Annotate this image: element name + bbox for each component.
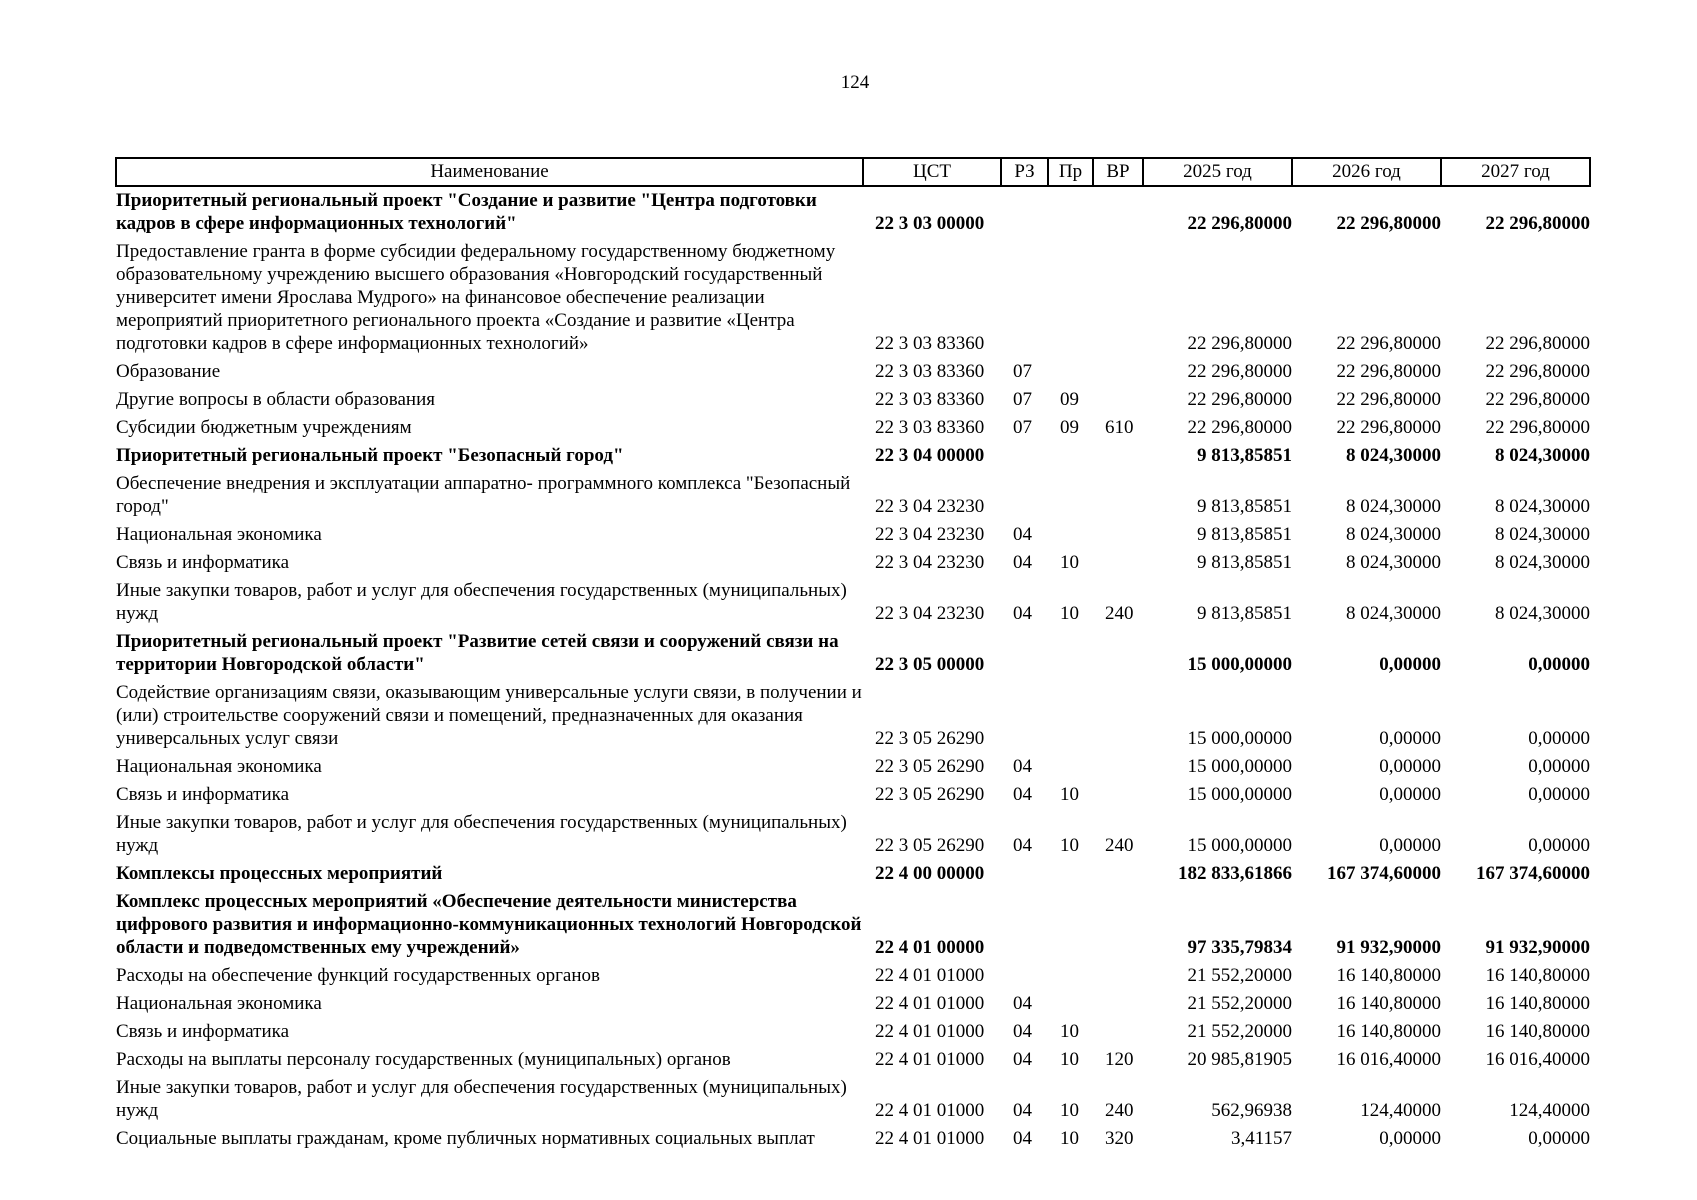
row-name: Иные закупки товаров, работ и услуг для обеспечения государственных (муниципальных) нужд xyxy=(116,580,847,624)
row-2026: 8 024,30000 xyxy=(1346,552,1441,573)
row-2026: 91 932,90000 xyxy=(1336,937,1441,958)
table-row xyxy=(116,809,1590,860)
row-2025: 15 000,00000 xyxy=(1187,784,1292,805)
table-row xyxy=(116,577,1590,628)
row-vr xyxy=(1093,962,1143,990)
row-rz: 04 xyxy=(1013,1100,1032,1121)
row-name: Предоставление гранта в форме субсидии федеральному государственному бюджетному образовательному учреждению высшего образования «Новгородский государственный университет имени Ярослава Мудрого» на финансовое обеспечение реализации мероприятий приоритетного регионального проекта «Создание и развитие «Центра подготовки кадров в сфере информационных технологий» xyxy=(116,241,836,354)
row-rz: 04 xyxy=(1013,1128,1032,1149)
row-pr: 10 xyxy=(1060,784,1079,805)
table-row xyxy=(116,470,1590,521)
row-2027: 8 024,30000 xyxy=(1495,445,1590,466)
row-pr: 09 xyxy=(1060,417,1079,438)
table-row xyxy=(116,549,1590,577)
row-vr xyxy=(1093,990,1143,1018)
row-pr xyxy=(1048,628,1093,679)
row-pr xyxy=(1048,888,1093,962)
row-2025: 22 296,80000 xyxy=(1187,333,1292,354)
row-2027: 22 296,80000 xyxy=(1485,417,1590,438)
row-cst: 22 3 03 83360 xyxy=(875,389,985,410)
table-row xyxy=(116,521,1590,549)
row-2026: 0,00000 xyxy=(1379,784,1441,805)
row-rz: 04 xyxy=(1013,993,1032,1014)
row-vr: 240 xyxy=(1105,1100,1134,1121)
row-2027: 0,00000 xyxy=(1528,728,1590,749)
row-vr xyxy=(1093,679,1143,753)
row-2025: 15 000,00000 xyxy=(1187,654,1292,675)
header-2027: 2027 год xyxy=(1441,158,1590,186)
row-rz xyxy=(1001,238,1048,358)
row-2027: 22 296,80000 xyxy=(1485,389,1590,410)
row-2025: 22 296,80000 xyxy=(1187,361,1292,382)
row-name: Национальная экономика xyxy=(116,524,322,545)
row-cst: 22 4 01 00000 xyxy=(875,937,985,958)
row-name: Национальная экономика xyxy=(116,756,322,777)
row-name: Связь и информатика xyxy=(116,784,290,805)
row-2027: 91 932,90000 xyxy=(1485,937,1590,958)
row-2026: 22 296,80000 xyxy=(1336,389,1441,410)
row-rz xyxy=(1001,470,1048,521)
row-2026: 0,00000 xyxy=(1379,835,1441,856)
row-2025: 97 335,79834 xyxy=(1187,937,1292,958)
row-2027: 16 016,40000 xyxy=(1485,1049,1590,1070)
row-2026: 8 024,30000 xyxy=(1346,496,1441,517)
table-row xyxy=(116,1074,1590,1125)
table-row xyxy=(116,414,1590,442)
row-name: Социальные выплаты гражданам, кроме публичных нормативных социальных выплат xyxy=(116,1128,815,1149)
row-vr: 120 xyxy=(1105,1049,1134,1070)
row-cst: 22 3 05 26290 xyxy=(875,728,985,749)
row-2027: 22 296,80000 xyxy=(1485,333,1590,354)
table-row xyxy=(116,386,1590,414)
row-rz: 04 xyxy=(1013,603,1032,624)
row-pr xyxy=(1048,358,1093,386)
table-row xyxy=(116,888,1590,962)
table-row xyxy=(116,1125,1590,1153)
row-vr xyxy=(1093,470,1143,521)
row-2025: 3,41157 xyxy=(1230,1128,1292,1149)
row-pr xyxy=(1048,962,1093,990)
row-rz: 04 xyxy=(1013,784,1032,805)
row-name: Приоритетный региональный проект "Развитие сетей связи и сооружений связи на территории Новгородской области" xyxy=(116,631,839,675)
row-2025: 21 552,20000 xyxy=(1187,965,1292,986)
row-vr xyxy=(1093,888,1143,962)
row-rz: 04 xyxy=(1013,552,1032,573)
row-name: Национальная экономика xyxy=(116,993,322,1014)
row-name: Иные закупки товаров, работ и услуг для обеспечения государственных (муниципальных) нужд xyxy=(116,812,847,856)
row-2026: 16 140,80000 xyxy=(1336,993,1441,1014)
row-2027: 0,00000 xyxy=(1528,835,1590,856)
row-2025: 9 813,85851 xyxy=(1197,552,1292,573)
row-2027: 0,00000 xyxy=(1528,654,1590,675)
row-name: Приоритетный региональный проект "Безопасный город" xyxy=(116,445,624,466)
row-pr: 10 xyxy=(1060,1021,1079,1042)
row-vr: 610 xyxy=(1105,417,1134,438)
row-2025: 22 296,80000 xyxy=(1187,417,1292,438)
row-cst: 22 3 03 83360 xyxy=(875,333,985,354)
row-2026: 22 296,80000 xyxy=(1336,213,1441,234)
row-cst: 22 3 04 23230 xyxy=(875,603,985,624)
row-rz xyxy=(1001,442,1048,470)
row-2025: 22 296,80000 xyxy=(1187,213,1292,234)
row-rz: 04 xyxy=(1013,756,1032,777)
row-name: Связь и информатика xyxy=(116,1021,290,1042)
table-row xyxy=(116,358,1590,386)
row-2026: 0,00000 xyxy=(1379,654,1441,675)
row-name: Обеспечение внедрения и эксплуатации аппаратно- программного комплекса "Безопасный город" xyxy=(116,473,851,517)
row-cst: 22 3 05 26290 xyxy=(875,835,985,856)
row-cst: 22 3 04 23230 xyxy=(875,552,985,573)
row-cst: 22 3 03 00000 xyxy=(875,213,985,234)
row-2025: 562,96938 xyxy=(1211,1100,1292,1121)
page-number: 124 xyxy=(840,72,870,93)
row-vr xyxy=(1093,628,1143,679)
row-name: Образование xyxy=(116,361,221,382)
row-pr: 10 xyxy=(1060,835,1079,856)
header-vr: ВР xyxy=(1093,158,1143,186)
row-2025: 21 552,20000 xyxy=(1187,993,1292,1014)
table-row xyxy=(116,962,1590,990)
row-2027: 167 374,60000 xyxy=(1476,863,1590,884)
row-rz: 04 xyxy=(1013,524,1032,545)
header-2025: 2025 год xyxy=(1143,158,1292,186)
row-pr xyxy=(1048,470,1093,521)
row-rz xyxy=(1001,860,1048,888)
row-vr: 320 xyxy=(1105,1128,1134,1149)
row-rz: 04 xyxy=(1013,1021,1032,1042)
row-vr xyxy=(1093,386,1143,414)
row-name: Комплексы процессных мероприятий xyxy=(116,863,443,884)
header-pr: Пр xyxy=(1048,158,1093,186)
row-2027: 22 296,80000 xyxy=(1485,361,1590,382)
row-vr: 240 xyxy=(1105,603,1134,624)
row-2026: 16 016,40000 xyxy=(1336,1049,1441,1070)
row-2025: 9 813,85851 xyxy=(1197,496,1292,517)
row-vr: 240 xyxy=(1105,835,1134,856)
row-cst: 22 3 05 26290 xyxy=(875,784,985,805)
table-header xyxy=(116,158,1590,186)
row-2027: 22 296,80000 xyxy=(1485,213,1590,234)
row-rz: 07 xyxy=(1013,361,1032,382)
budget-table xyxy=(115,157,1591,1153)
row-2027: 8 024,30000 xyxy=(1495,603,1590,624)
row-2025: 9 813,85851 xyxy=(1197,603,1292,624)
row-2026: 0,00000 xyxy=(1379,756,1441,777)
row-cst: 22 4 01 01000 xyxy=(875,965,985,986)
row-2026: 0,00000 xyxy=(1379,1128,1441,1149)
row-2026: 22 296,80000 xyxy=(1336,417,1441,438)
row-pr xyxy=(1048,753,1093,781)
row-pr: 10 xyxy=(1060,1128,1079,1149)
row-name: Другие вопросы в области образования xyxy=(116,389,435,410)
row-vr xyxy=(1093,358,1143,386)
row-rz xyxy=(1001,628,1048,679)
row-2027: 16 140,80000 xyxy=(1485,965,1590,986)
row-vr xyxy=(1093,186,1143,238)
row-cst: 22 3 04 00000 xyxy=(875,445,985,466)
row-2026: 8 024,30000 xyxy=(1346,524,1441,545)
row-cst: 22 3 04 23230 xyxy=(875,524,985,545)
header-2026: 2026 год xyxy=(1292,158,1441,186)
row-vr xyxy=(1093,860,1143,888)
table-row xyxy=(116,442,1590,470)
row-rz xyxy=(1001,679,1048,753)
row-2027: 8 024,30000 xyxy=(1495,552,1590,573)
row-2026: 8 024,30000 xyxy=(1346,603,1441,624)
row-2026: 22 296,80000 xyxy=(1336,361,1441,382)
row-name: Иные закупки товаров, работ и услуг для обеспечения государственных (муниципальных) нужд xyxy=(116,1077,847,1121)
row-2026: 16 140,80000 xyxy=(1336,965,1441,986)
row-name: Связь и информатика xyxy=(116,552,290,573)
row-rz xyxy=(1001,888,1048,962)
row-rz: 04 xyxy=(1013,835,1032,856)
row-vr xyxy=(1093,238,1143,358)
row-2025: 15 000,00000 xyxy=(1187,756,1292,777)
row-2027: 124,40000 xyxy=(1509,1100,1590,1121)
row-vr xyxy=(1093,442,1143,470)
row-vr xyxy=(1093,781,1143,809)
header-name: Наименование xyxy=(116,158,863,186)
table-row xyxy=(116,860,1590,888)
row-2026: 0,00000 xyxy=(1379,728,1441,749)
row-2027: 16 140,80000 xyxy=(1485,1021,1590,1042)
row-2026: 8 024,30000 xyxy=(1346,445,1441,466)
table-body xyxy=(116,186,1590,1153)
row-name: Расходы на выплаты персоналу государственных (муниципальных) органов xyxy=(116,1049,731,1070)
row-2025: 20 985,81905 xyxy=(1187,1049,1292,1070)
row-cst: 22 4 01 01000 xyxy=(875,1128,985,1149)
row-2027: 8 024,30000 xyxy=(1495,524,1590,545)
row-2027: 8 024,30000 xyxy=(1495,496,1590,517)
row-rz xyxy=(1001,186,1048,238)
row-pr xyxy=(1048,521,1093,549)
row-pr xyxy=(1048,990,1093,1018)
row-cst: 22 3 03 83360 xyxy=(875,361,985,382)
header-rz: РЗ xyxy=(1001,158,1048,186)
row-name: Приоритетный региональный проект "Создание и развитие "Центра подготовки кадров в сфере информационных технологий" xyxy=(116,190,817,234)
table-row xyxy=(116,679,1590,753)
row-cst: 22 4 01 01000 xyxy=(875,993,985,1014)
table-row xyxy=(116,753,1590,781)
table-row xyxy=(116,1018,1590,1046)
row-pr: 09 xyxy=(1060,389,1079,410)
row-pr: 10 xyxy=(1060,1049,1079,1070)
row-cst: 22 3 04 23230 xyxy=(875,496,985,517)
row-pr: 10 xyxy=(1060,1100,1079,1121)
row-name: Содействие организациям связи, оказывающим универсальные услуги связи, в получении и (или) строительстве сооружений связи и помещений, предназначенных для оказания универсальных услуг связи xyxy=(116,682,862,749)
row-cst: 22 3 05 26290 xyxy=(875,756,985,777)
row-cst: 22 4 00 00000 xyxy=(875,863,985,884)
row-2026: 124,40000 xyxy=(1360,1100,1441,1121)
row-cst: 22 3 03 83360 xyxy=(875,417,985,438)
row-2026: 16 140,80000 xyxy=(1336,1021,1441,1042)
table-row xyxy=(116,238,1590,358)
row-vr xyxy=(1093,521,1143,549)
header-cst: ЦСТ xyxy=(863,158,1001,186)
row-rz: 04 xyxy=(1013,1049,1032,1070)
row-vr xyxy=(1093,1018,1143,1046)
row-2025: 22 296,80000 xyxy=(1187,389,1292,410)
row-rz: 07 xyxy=(1013,389,1032,410)
row-cst: 22 4 01 01000 xyxy=(875,1021,985,1042)
row-2025: 15 000,00000 xyxy=(1187,728,1292,749)
row-cst: 22 4 01 01000 xyxy=(875,1100,985,1121)
row-2026: 22 296,80000 xyxy=(1336,333,1441,354)
row-cst: 22 4 01 01000 xyxy=(875,1049,985,1070)
row-pr: 10 xyxy=(1060,603,1079,624)
table-row xyxy=(116,1046,1590,1074)
row-rz xyxy=(1001,962,1048,990)
row-2027: 16 140,80000 xyxy=(1485,993,1590,1014)
row-pr: 10 xyxy=(1060,552,1079,573)
row-name: Субсидии бюджетным учреждениям xyxy=(116,417,412,438)
row-pr xyxy=(1048,238,1093,358)
table-row xyxy=(116,990,1590,1018)
table-row xyxy=(116,628,1590,679)
row-pr xyxy=(1048,442,1093,470)
row-2027: 0,00000 xyxy=(1528,1128,1590,1149)
row-2027: 0,00000 xyxy=(1528,784,1590,805)
row-2025: 21 552,20000 xyxy=(1187,1021,1292,1042)
table-row xyxy=(116,781,1590,809)
row-name: Расходы на обеспечение функций государственных органов xyxy=(116,965,600,986)
row-vr xyxy=(1093,549,1143,577)
row-2026: 167 374,60000 xyxy=(1327,863,1441,884)
row-2025: 182 833,61866 xyxy=(1178,863,1292,884)
row-rz: 07 xyxy=(1013,417,1032,438)
row-2025: 9 813,85851 xyxy=(1197,445,1292,466)
row-pr xyxy=(1048,186,1093,238)
row-2025: 15 000,00000 xyxy=(1187,835,1292,856)
row-2025: 9 813,85851 xyxy=(1197,524,1292,545)
table-row xyxy=(116,186,1590,238)
row-2027: 0,00000 xyxy=(1528,756,1590,777)
row-pr xyxy=(1048,860,1093,888)
row-name: Комплекс процессных мероприятий «Обеспечение деятельности министерства цифрового развития и информационно-коммуникационных технологий Новгородской области и подведомственных ему учреждений» xyxy=(116,891,862,958)
row-pr xyxy=(1048,679,1093,753)
row-vr xyxy=(1093,753,1143,781)
row-cst: 22 3 05 00000 xyxy=(875,654,985,675)
